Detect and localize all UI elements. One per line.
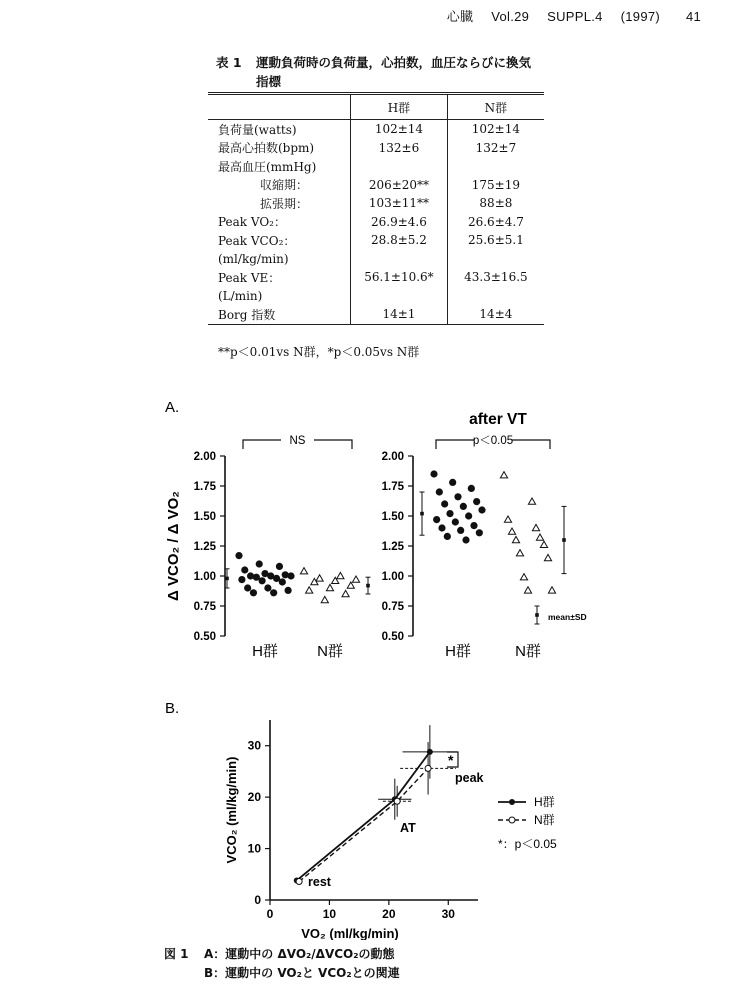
row-label: Peak VO₂： [218, 215, 286, 230]
data-point-n [316, 575, 323, 581]
point-label-rest: rest [308, 875, 331, 889]
table-title-line1: 運動負荷時の負荷量，心拍数，血圧ならびに換気 [256, 55, 532, 70]
table-row [208, 250, 544, 269]
data-point-h [285, 587, 292, 594]
data-point-h [460, 503, 467, 510]
data-point-n [524, 587, 531, 593]
h-value: 14±1 [351, 305, 448, 324]
row-label: (ml/kg/min) [218, 251, 289, 266]
x-tick-label: 20 [382, 907, 396, 921]
y-tick-label: 1.75 [193, 481, 216, 493]
data-point-h [235, 552, 242, 559]
column-header-h: H群 [351, 94, 448, 120]
journal-volume: Vol.29 [491, 9, 530, 24]
data-point-h [241, 566, 248, 573]
y-tick-label: 1.00 [193, 571, 216, 583]
x-category-label: N群 [515, 643, 541, 660]
row-label: 負荷量(watts) [218, 122, 297, 137]
y-tick-label: 2.00 [193, 451, 216, 463]
row-label: 収縮期： [260, 178, 309, 193]
data-point-n [300, 568, 307, 574]
data-point-n [326, 584, 333, 590]
figure-caption-line1: A：運動中の ΔVO₂/ΔVCO₂の動態 [204, 947, 395, 961]
data-point-n [536, 534, 543, 540]
table-row [208, 268, 544, 287]
row-label: Borg 指数 [208, 305, 351, 324]
journal-name: 心臓 [446, 9, 474, 24]
y-tick-label: 20 [247, 790, 261, 805]
y-tick-label: 1.25 [193, 541, 216, 553]
legend [498, 795, 557, 851]
data-point-h [446, 510, 453, 517]
scatter-panel-1 [382, 435, 567, 660]
journal-header [433, 6, 701, 25]
n-value: 102±14 [447, 120, 544, 139]
point-label-AT: AT [400, 821, 416, 835]
y-tick-label: 1.00 [381, 571, 404, 583]
significance-bracket [243, 440, 281, 449]
data-point-h [264, 584, 271, 591]
data-point-n [394, 798, 400, 804]
point-label-peak: peak [455, 771, 484, 785]
n-value: 25.6±5.1 [447, 231, 544, 250]
data-point-h [452, 518, 459, 525]
y-tick-label: 1.25 [381, 541, 404, 553]
n-value: 14±4 [447, 305, 544, 324]
data-point-n [500, 472, 507, 478]
row-label: (L/min) [218, 288, 263, 303]
data-point-n [296, 878, 302, 884]
table-title-line2: 指標 [256, 74, 282, 89]
significance-bracket [436, 440, 474, 449]
journal-supplement: SUPPL.4 [547, 9, 603, 24]
y-tick-label: 0.50 [193, 631, 216, 643]
y-tick-label: 0.75 [381, 601, 404, 613]
y-tick-label: 10 [247, 841, 261, 856]
n-value: 88±8 [447, 194, 544, 213]
journal-year: (1997) [620, 9, 661, 24]
data-point-h [438, 524, 445, 531]
y-tick-label: 2.00 [381, 451, 404, 463]
data-point-h [244, 584, 251, 591]
legend-label-n: N群 [534, 813, 555, 827]
h-value: 206±20** [351, 176, 448, 195]
x-tick-label: 10 [322, 907, 337, 921]
n-value [447, 157, 544, 176]
data-point-n [504, 516, 511, 522]
h-value: 28.8±5.2 [351, 231, 448, 250]
row-label: 最高心拍数(bpm) [218, 141, 315, 156]
table-row [208, 287, 544, 306]
data-point-n [548, 587, 555, 593]
data-point-h [444, 533, 451, 540]
x-category-label: H群 [252, 643, 278, 660]
data-point-h [465, 512, 472, 519]
figure-caption [164, 945, 400, 983]
data-point-h [250, 589, 257, 596]
data-point-h [238, 576, 245, 583]
legend-label-h: H群 [534, 795, 555, 809]
y-tick-label: 0.75 [193, 601, 216, 613]
data-point-n [508, 528, 515, 534]
table-row [208, 231, 544, 250]
y-tick-label: 0 [254, 893, 261, 907]
figure-1 [0, 380, 745, 940]
n-value: 43.3±16.5 [447, 268, 544, 287]
legend-marker-h [509, 799, 515, 805]
row-label: Peak VE： [218, 270, 281, 285]
x-tick-label: 30 [441, 907, 455, 921]
significance-label: p＜0.05 [472, 435, 514, 447]
h-value: 102±14 [351, 120, 448, 139]
table-row [208, 120, 544, 139]
data-point-n [516, 550, 523, 556]
mean-marker [225, 577, 229, 581]
x-axis-title: VO₂ (ml/kg/min) [301, 926, 399, 940]
data-point-h [430, 470, 437, 477]
row-label: 拡張期： [260, 196, 309, 211]
data-point-n [347, 582, 354, 588]
significance-bracket [314, 440, 352, 449]
h-value [351, 157, 448, 176]
table-row [208, 139, 544, 158]
figure-number: 図 1 [164, 947, 189, 961]
table-row [208, 194, 544, 213]
n-value [447, 287, 544, 306]
panel-a [165, 399, 587, 660]
legend-marker-n [509, 817, 515, 823]
data-point-h [436, 488, 443, 495]
data-point-h [287, 572, 294, 579]
header-empty [208, 94, 351, 120]
data-point-n [425, 765, 431, 771]
data-point-h [476, 529, 483, 536]
data-point-n [352, 576, 359, 582]
data-point-h [256, 560, 263, 567]
mean-marker [366, 584, 370, 588]
data-point-h [279, 578, 286, 585]
n-value: 132±7 [447, 139, 544, 158]
column-header-n: N群 [447, 94, 544, 120]
data-point-n [540, 541, 547, 547]
data-point-h [470, 522, 477, 529]
data-point-n [337, 572, 344, 578]
significance-bracket [512, 440, 550, 449]
h-value: 103±11** [351, 194, 448, 213]
x-category-label: H群 [445, 643, 471, 660]
data-point-h [478, 506, 485, 513]
data-point-h [259, 577, 266, 584]
y-tick-label: 30 [247, 738, 261, 753]
figure-caption-line2: B：運動中の VO₂と VCO₂との関連 [204, 966, 400, 980]
n-value: 26.6±4.7 [447, 213, 544, 232]
data-table [208, 92, 544, 325]
page-number: 41 [685, 9, 701, 24]
table-row [208, 305, 544, 324]
data-point-n [342, 590, 349, 596]
data-point-h [449, 479, 456, 486]
data-point-n [512, 536, 519, 542]
legend-mean-marker [535, 613, 539, 617]
row-label: Peak VCO₂： [218, 233, 296, 248]
data-point-h [270, 589, 277, 596]
significance-label: NS [289, 435, 306, 447]
y-tick-label: 0.50 [381, 631, 404, 643]
data-point-n [528, 498, 535, 504]
h-value: 26.9±4.6 [351, 213, 448, 232]
table-caption [216, 53, 556, 91]
scatter-panel-0 [194, 435, 371, 660]
data-point-h [468, 485, 475, 492]
data-point-n [544, 554, 551, 560]
panel-label-a: A. [165, 399, 180, 416]
table-number: 表 1 [216, 55, 242, 70]
data-point-h [462, 536, 469, 543]
legend-mean-sd: mean±SD [548, 612, 587, 622]
table-header-row [208, 94, 544, 120]
data-point-h [473, 498, 480, 505]
row-label: 最高血圧(mmHg) [218, 159, 317, 174]
data-point-n [306, 587, 313, 593]
data-point-n [520, 574, 527, 580]
table-row [208, 176, 544, 195]
y-tick-label: 1.50 [193, 511, 216, 523]
x-tick-label: 0 [266, 907, 274, 921]
series-line-h [297, 752, 430, 881]
table-footnote: **p＜0.01vs N群，*p＜0.05vs N群 [218, 345, 420, 359]
table-row [208, 213, 544, 232]
data-point-h [454, 493, 461, 500]
legend-significance: *：p＜0.05 [498, 837, 557, 851]
y-axis-title: VCO₂ (ml/kg/min) [224, 756, 239, 864]
panel-b [165, 700, 557, 940]
data-point-h [433, 516, 440, 523]
significance-label: * [448, 752, 454, 768]
data-point-h [441, 500, 448, 507]
table-row [208, 157, 544, 176]
data-point-h [276, 563, 283, 570]
h-value: 132±6 [351, 139, 448, 158]
x-category-label: N群 [317, 643, 343, 660]
mean-marker [562, 538, 566, 542]
data-point-h [457, 527, 464, 534]
data-point-n [532, 524, 539, 530]
n-value [447, 250, 544, 269]
y-tick-label: 1.75 [381, 481, 404, 493]
h-value [351, 250, 448, 269]
y-tick-label: 1.50 [381, 511, 404, 523]
n-value: 175±19 [447, 176, 544, 195]
mean-marker [420, 512, 424, 516]
chart-title-after-vt: after VT [469, 411, 527, 428]
h-value [351, 287, 448, 306]
data-point-n [321, 596, 328, 602]
h-value: 56.1±10.6* [351, 268, 448, 287]
y-axis-title: Δ VCO₂ / Δ VO₂ [165, 491, 182, 601]
panel-label-b: B. [165, 700, 180, 717]
